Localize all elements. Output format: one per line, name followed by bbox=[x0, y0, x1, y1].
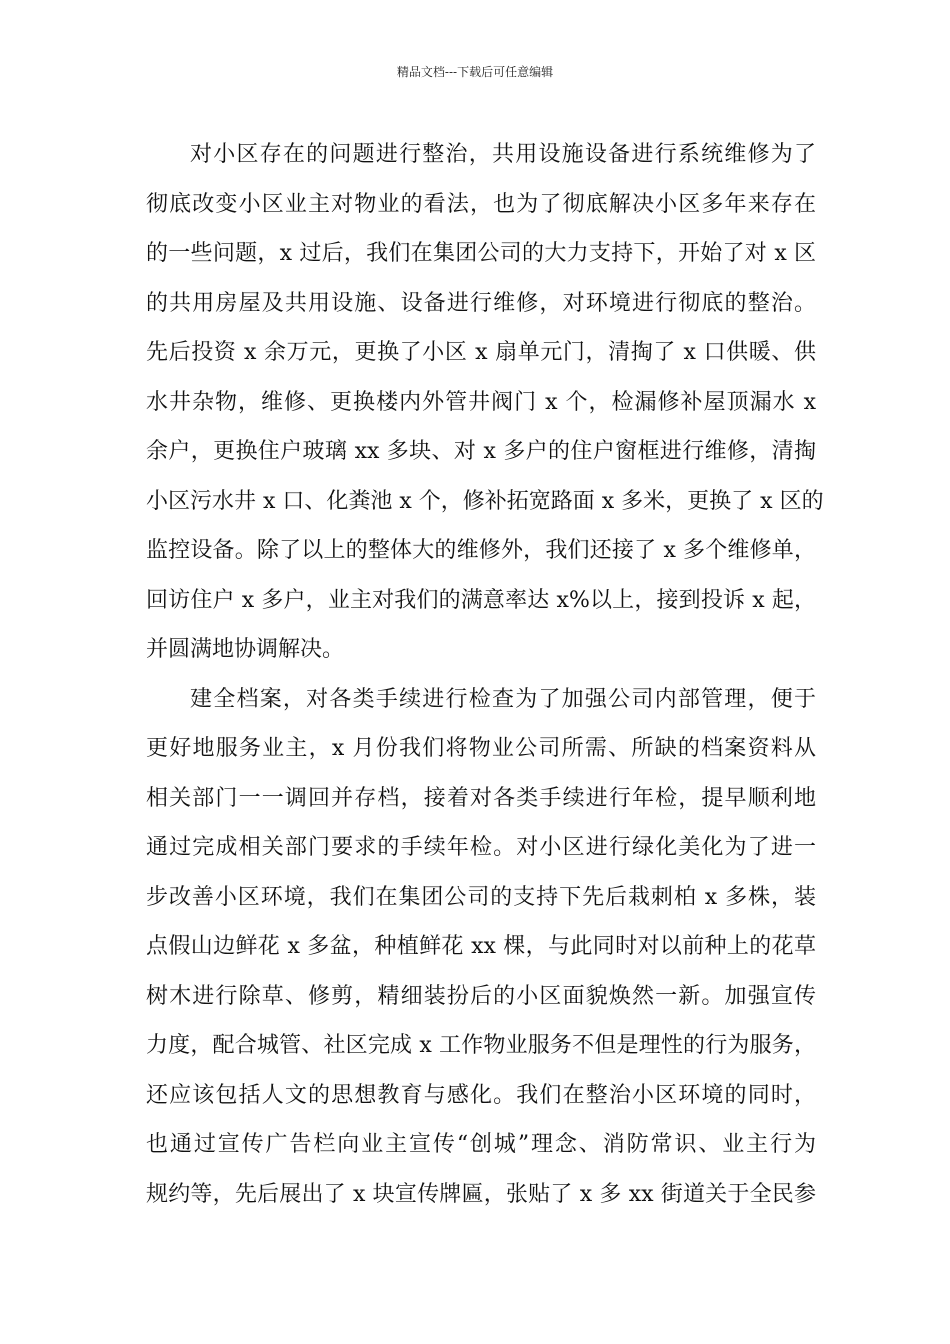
paragraph-2-line-7: 树木进行除草、修剪，精细装扮后的小区面貌焕然一新。加强宣传 bbox=[146, 983, 816, 1009]
paragraph-2-line-2: 更好地服务业主，x 月份我们将物业公司所需、所缺的档案资料从 bbox=[146, 736, 816, 761]
paragraph-1-line-6: 水井杂物，维修、更换楼内外管井阀门 x 个，检漏修补屋顶漏水 x bbox=[146, 389, 816, 415]
paragraph-2-line-11: 规约等，先后展出了 x 块宣传牌匾，张贴了 x 多 xx 街道关于全民参 bbox=[146, 1181, 816, 1207]
paragraph-1-line-1: 对小区存在的问题进行整治，共用设施设备进行系统维修为了 bbox=[190, 142, 816, 167]
paragraph-1-line-3: 的一些问题，x 过后，我们在集团公司的大力支持下，开始了对 x 区 bbox=[146, 241, 816, 266]
document-body bbox=[146, 130, 824, 1219]
page-header: 精品文档---下载后可任意编辑 bbox=[396, 65, 554, 79]
paragraph-1-line-9: 监控设备。除了以上的整体大的维修外，我们还接了 x 多个维修单， bbox=[146, 538, 816, 563]
paragraph-2-line-1: 建全档案，对各类手续进行检查为了加强公司内部管理，便于 bbox=[190, 686, 816, 712]
paragraph-2-line-5: 步改善小区环境，我们在集团公司的支持下先后栽刺柏 x 多株，装 bbox=[146, 884, 816, 910]
paragraph-2-line-9: 还应该包括人文的思想教育与感化。我们在整治小区环境的同时， bbox=[146, 1082, 816, 1108]
paragraph-2-line-3: 相关部门一一调回并存档，接着对各类手续进行年检，提早顺利地 bbox=[146, 785, 816, 811]
paragraph-2-line-4: 通过完成相关部门要求的手续年检。对小区进行绿化美化为了进一 bbox=[146, 835, 816, 860]
paragraph-1-line-4: 的共用房屋及共用设施、设备进行维修，对环境进行彻底的整治。 bbox=[146, 290, 816, 316]
paragraph-1-line-10: 回访住户 x 多户，业主对我们的满意率达 x%以上，接到投诉 x 起， bbox=[146, 587, 816, 613]
paragraph-1-line-7: 余户，更换住户玻璃 xx 多块、对 x 多户的住户窗框进行维修，清掏 bbox=[146, 439, 816, 464]
paragraph-1-line-11: 并圆满地协调解决。 bbox=[146, 637, 345, 662]
paragraph-2-line-6: 点假山边鲜花 x 多盆，种植鲜花 xx 棵，与此同时对以前种上的花草 bbox=[146, 934, 816, 959]
paragraph-1-line-8: 小区污水井 x 口、化粪池 x 个，修补拓宽路面 x 多米，更换了 x 区的 bbox=[146, 488, 824, 514]
paragraph-1-line-2: 彻底改变小区业主对物业的看法，也为了彻底解决小区多年来存在 bbox=[146, 191, 816, 217]
paragraph-2-line-10: 也通过宣传广告栏向业主宣传“创城”理念、消防常识、业主行为 bbox=[146, 1132, 816, 1157]
paragraph-2-line-8: 力度，配合城管、社区完成 x 工作物业服务不但是理性的行为服务， bbox=[146, 1033, 816, 1058]
paragraph-1-line-5: 先后投资 x 余万元，更换了小区 x 扇单元门，清掏了 x 口供暖、供 bbox=[146, 340, 816, 365]
